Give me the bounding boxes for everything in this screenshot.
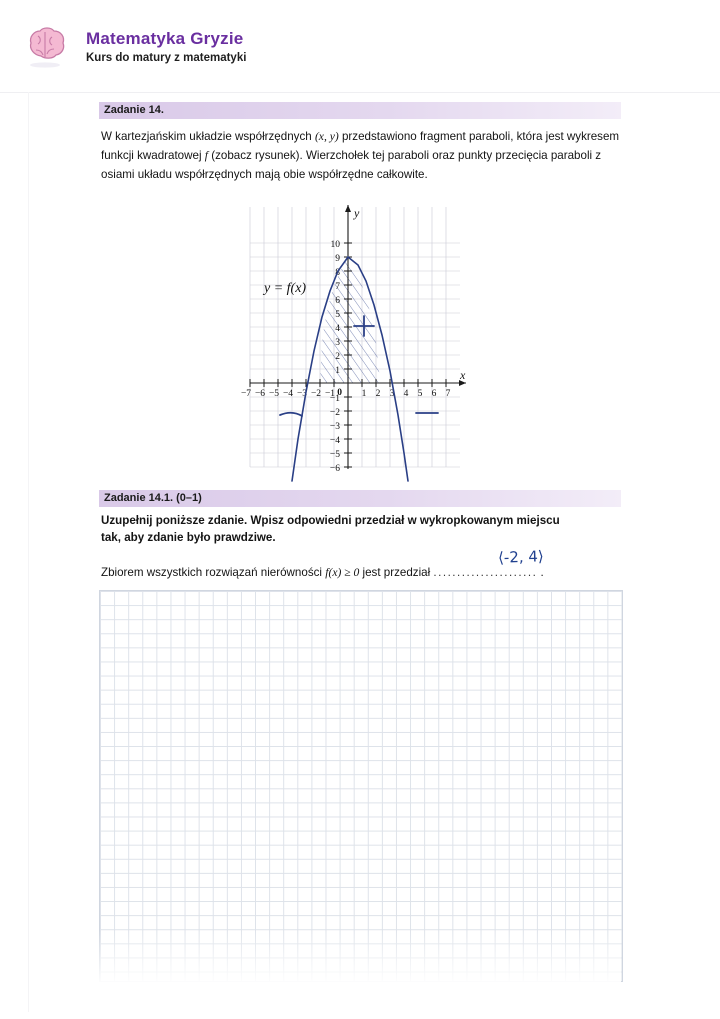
task14-math1: (x, y)	[314, 130, 339, 143]
svg-text:7: 7	[335, 282, 340, 292]
svg-text:5: 5	[335, 310, 340, 320]
svg-text:6: 6	[431, 389, 437, 399]
task-14-1-sentence	[101, 563, 621, 582]
svg-text:2: 2	[375, 389, 381, 399]
svg-text:−6: −6	[329, 464, 340, 474]
task-14-1-label: Zadanie 14.1. (0–1)	[104, 492, 202, 504]
svg-text:1: 1	[335, 366, 340, 376]
svg-text:8: 8	[335, 268, 340, 278]
svg-text:4: 4	[403, 389, 409, 399]
svg-text:−3: −3	[329, 422, 340, 432]
task14-line4: (zobacz rysunek). Wierzchołek tej paraboli oraz punkty	[211, 149, 493, 162]
page-header	[0, 0, 720, 86]
sentence-suffix: .	[540, 566, 544, 579]
sentence-middle: jest przedział	[362, 566, 431, 579]
svg-text:x: x	[460, 368, 466, 382]
svg-text:y: y	[354, 206, 360, 220]
svg-text:6: 6	[335, 296, 340, 306]
task14-line1: W kartezjańskim układzie współrzędnych	[101, 130, 312, 143]
svg-text:−1: −1	[329, 394, 340, 404]
task-14-1-banner	[99, 490, 621, 507]
svg-text:4: 4	[335, 324, 340, 334]
svg-text:10: 10	[330, 240, 340, 250]
task-14-label: Zadanie 14.	[104, 104, 164, 116]
brand-subtitle: Kurs do matury z matematyki	[86, 52, 247, 64]
parabola-figure	[228, 193, 508, 483]
svg-text:3: 3	[335, 338, 340, 348]
sentence-prefix: Zbiorem wszystkich rozwiązań nierówności	[101, 566, 322, 579]
sentence-math: f(x) ≥ 0	[325, 566, 360, 579]
svg-text:1: 1	[361, 389, 367, 399]
svg-text:2: 2	[335, 352, 340, 362]
brain-icon	[22, 24, 68, 70]
svg-text:−4: −4	[329, 436, 340, 446]
svg-text:−2: −2	[329, 408, 340, 418]
task14-math2: f	[204, 149, 208, 162]
svg-text:9: 9	[335, 254, 340, 264]
task14-line3: wykresem funkcji kwadratowej	[101, 130, 620, 162]
svg-text:−5: −5	[329, 450, 340, 460]
handwritten-answer: ⟨-2, 4⟩	[497, 547, 545, 567]
page-left-edge	[28, 92, 29, 1012]
svg-text:−4: −4	[282, 389, 294, 399]
answer-grid-area[interactable]	[99, 590, 623, 982]
instruction-line-1: Uzupełnij poniższe zdanie. Wpisz odpowiedni przedział w wykropkowanym miejscu	[101, 514, 560, 527]
parabola-chart	[228, 193, 508, 483]
instruction-line-2: tak, aby zdanie było prawdziwe.	[101, 531, 276, 544]
brand-title: Matematyka Gryzie	[86, 29, 244, 48]
svg-text:−1: −1	[324, 389, 336, 399]
shaded-region	[320, 257, 380, 383]
svg-text:0: 0	[337, 388, 342, 398]
task-14-banner	[99, 102, 621, 119]
task14-line5: przecięcia paraboli z osiami układu współrzędnych mają obie współrzędne całkowite.	[101, 149, 602, 181]
svg-text:−3: −3	[296, 389, 308, 399]
svg-text:−5: −5	[268, 389, 280, 399]
svg-text:−7: −7	[240, 389, 252, 399]
task-14-1-instruction	[101, 512, 619, 546]
svg-text:7: 7	[445, 389, 451, 399]
svg-text:3: 3	[389, 389, 395, 399]
svg-text:5: 5	[417, 389, 423, 399]
task14-line2: przedstawiono fragment paraboli, która jest	[341, 130, 564, 143]
function-label: y = f(x)	[264, 281, 307, 296]
task-14-text	[101, 127, 621, 184]
svg-text:−2: −2	[310, 389, 322, 399]
answer-dots[interactable]: ......................	[433, 566, 538, 579]
svg-text:−6: −6	[254, 389, 266, 399]
